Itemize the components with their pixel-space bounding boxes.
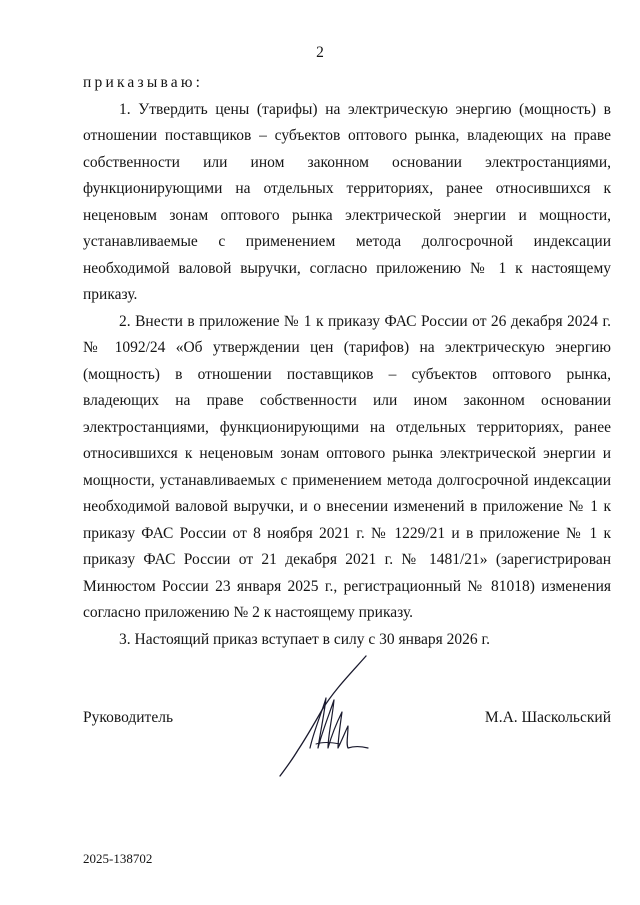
paragraph-1: 1. Утвердить цены (тарифы) на электрическую энергию (мощность) в отношении поставщиков – субъектов оптового рынка, владеющих на праве собственности или ином законном основании электростанциями, функционирующими на отдельных территориях, ранее относившихся к неценовым зонам оптового рынка электрической энергии и мощности, устанавливаемые с применением метода долгосрочной индексации необходимой валовой выручки, согласно приложению № 1 к настоящему приказу. bbox=[83, 100, 611, 303]
order-word: приказываю: bbox=[83, 74, 204, 91]
page-number: 2 bbox=[316, 44, 324, 61]
document-code: 2025-138702 bbox=[83, 851, 153, 866]
signatory-position: Руководитель bbox=[83, 709, 174, 726]
paragraph-3: 3. Настоящий приказ вступает в силу с 30 января 2026 г. bbox=[119, 630, 491, 648]
paragraph-2: 2. Внести в приложение № 1 к приказу ФАС России от 26 декабря 2024 г. № 1092/24 «Об утверждении цен (тарифов) на электрическую энергию (мощность) в отношении поставщиков – субъектов оптового рынка, владеющих на праве собственности или ином законном основании электростанциями, функционирующими на отдельных территориях, ранее относившихся к неценовым зонам оптового рынка электрической энергии и мощности, устанавливаемых с применением метода долгосрочной индексации необходимой валовой выручки, и о внесении изменений в приложение № 1 к приказу ФАС России от 8 ноября 2021 г. № 1229/21 и в приложение № 1 к приказу ФАС России от 21 декабря 2021 г. № 1481/21» (зарегистрирован Минюстом России 23 января 2025 г., регистрационный № 81018) изменения согласно приложению № 2 к настоящему приказу. bbox=[83, 312, 611, 621]
signature-block bbox=[83, 709, 611, 733]
document-body bbox=[83, 70, 611, 653]
signatory-name: М.А. Шаскольский bbox=[484, 709, 611, 726]
